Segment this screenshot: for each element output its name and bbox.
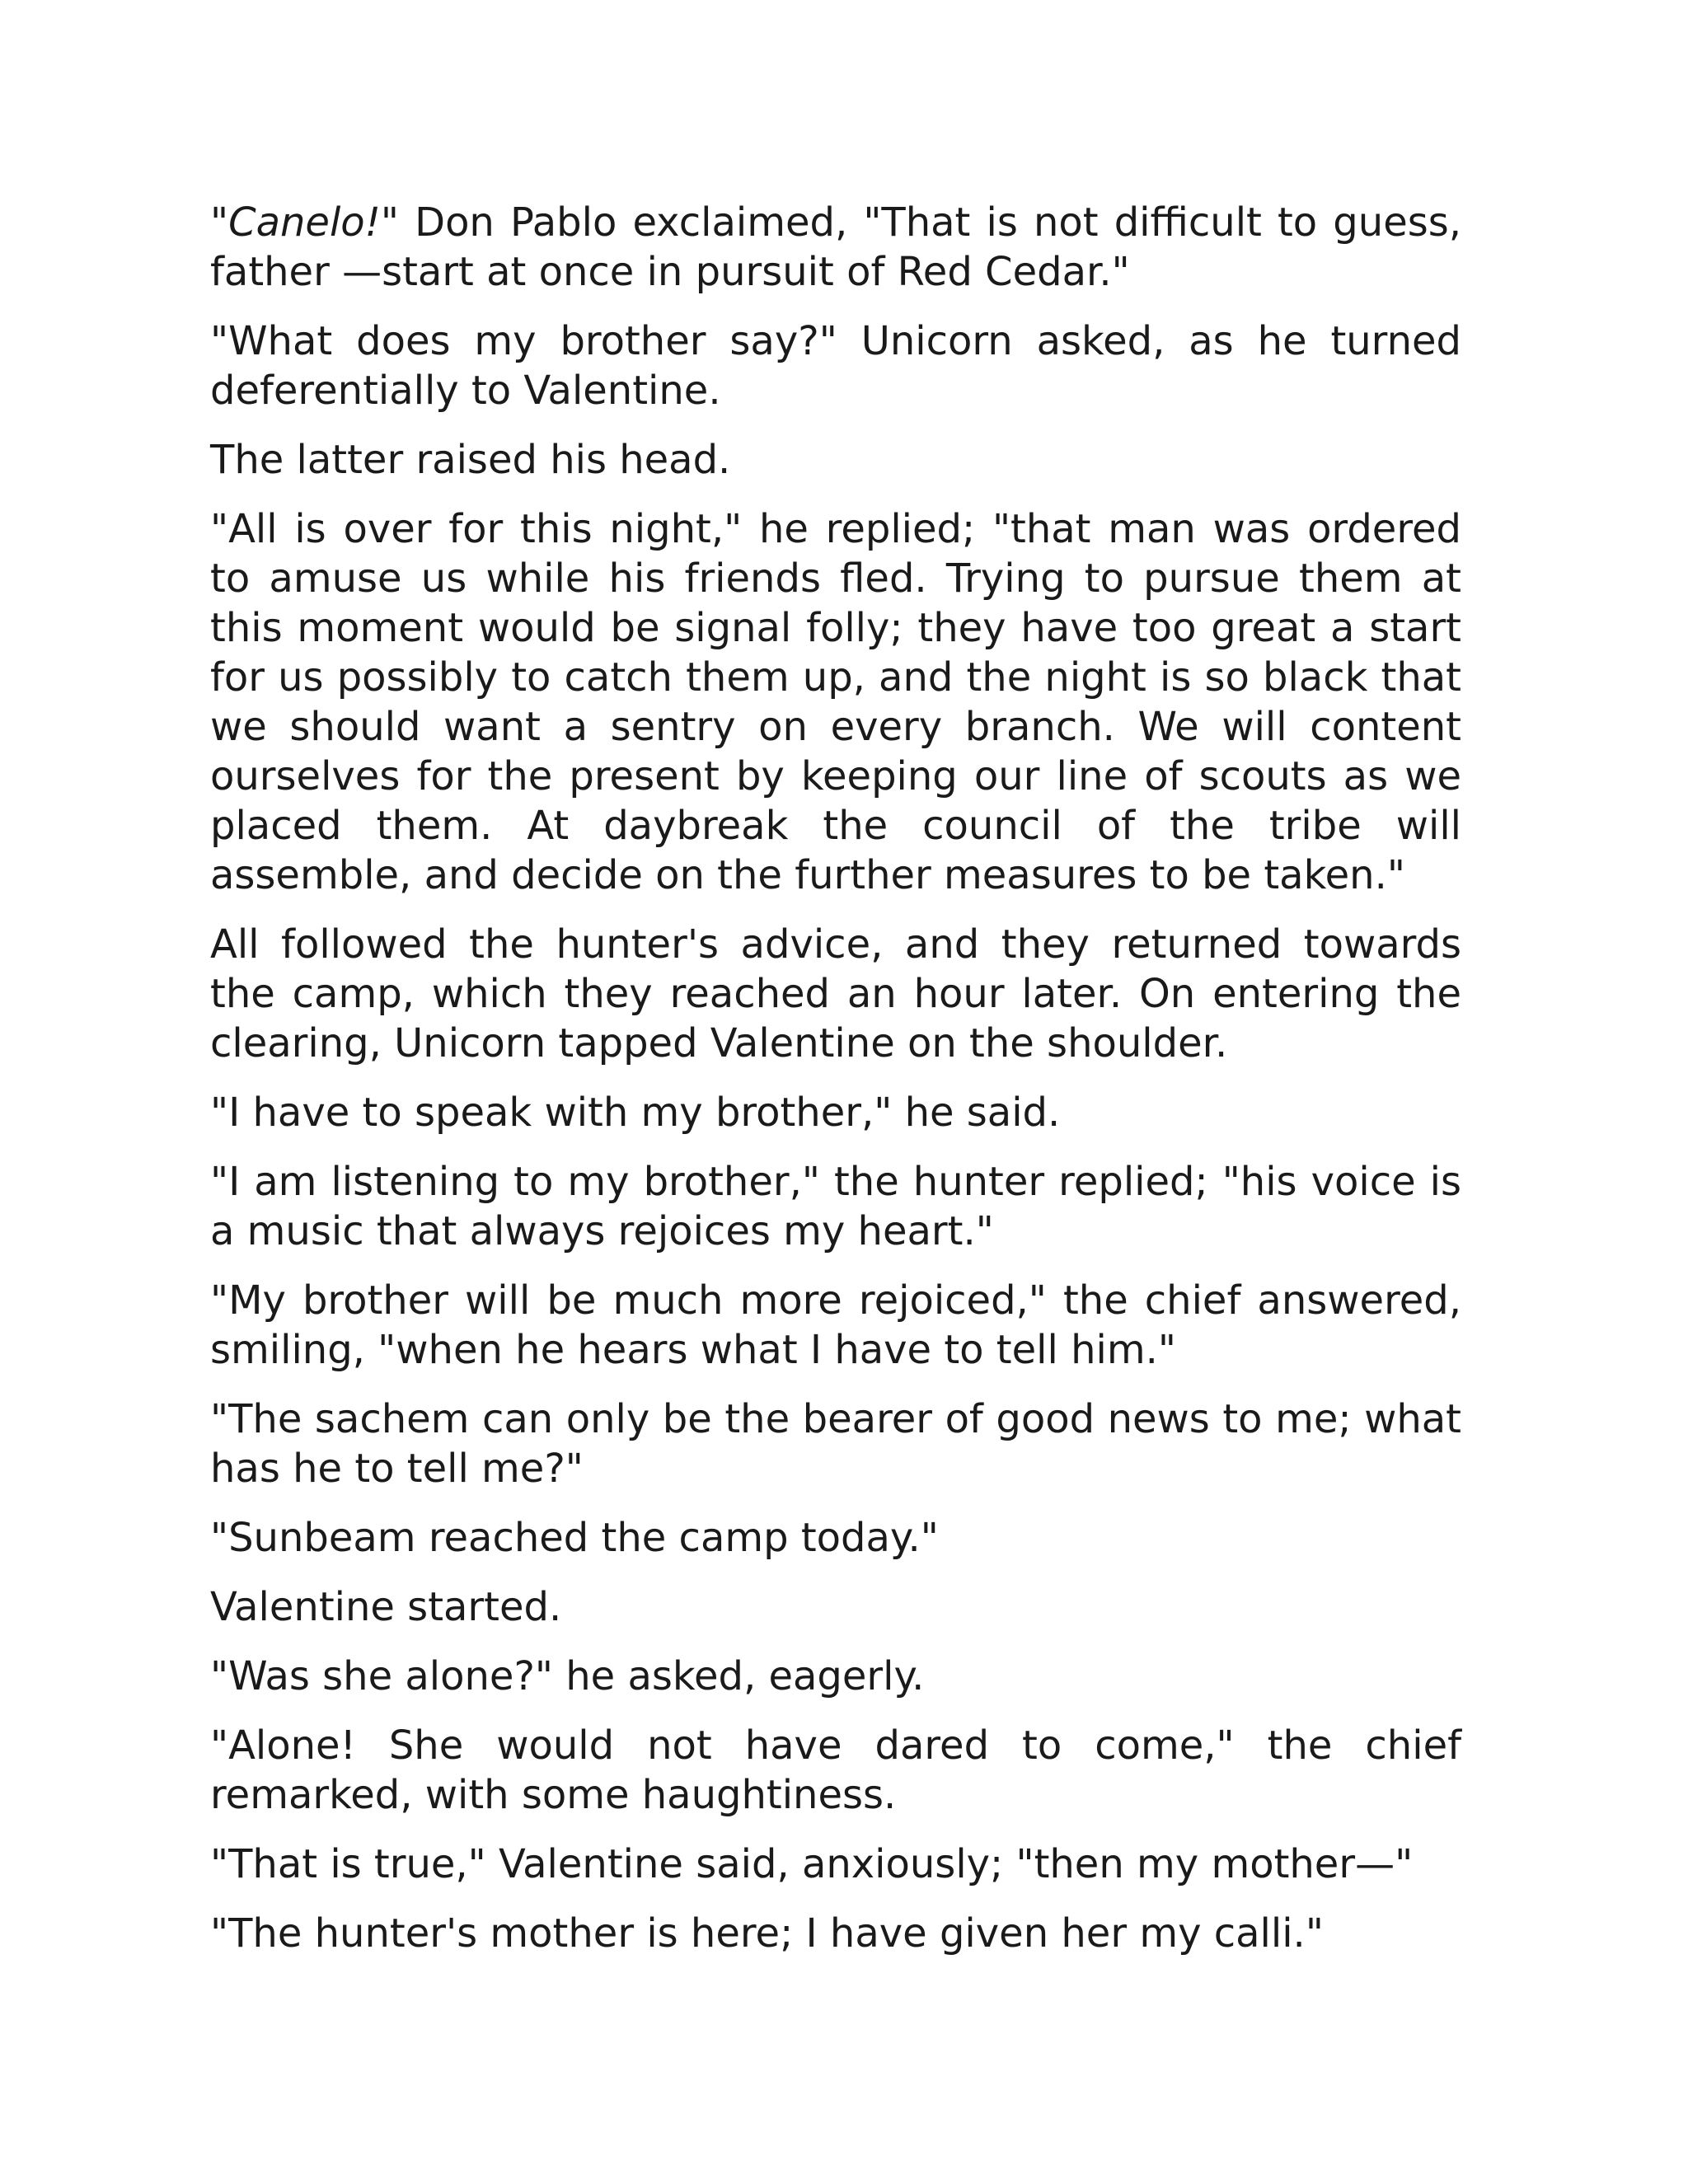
paragraph-9: "The sachem can only be the bearer of good news to me; what has he to tell me?": [210, 1396, 1461, 1492]
paragraph-4: "All is over for this night," he replied; "that man was ordered to amuse us while his friends fled. Trying to pursue them at this moment would be signal folly; they have too great a start for us possibly to catch them up, and the night is so black that we should want a sentry on every branch. We will content ourselves for the present by keeping our line of scouts as we placed them. At daybreak the council of the tribe will assemble, and decide on the further measures to be taken.": [210, 506, 1461, 898]
paragraph-8: "My brother will be much more rejoiced," the chief answered, smiling, "when he hears what I have to tell him.": [210, 1277, 1461, 1373]
paragraph-12: "Was she alone?" he asked, eagerly.: [210, 1653, 925, 1699]
paragraph-1: [210, 198, 1461, 297]
quote-open: ": [210, 199, 229, 246]
paragraph-3: The latter raised his head.: [210, 437, 731, 483]
paragraph-13: "Alone! She would not have dared to come," the chief remarked, with some haughtiness.: [210, 1722, 1461, 1818]
paragraph-10: "Sunbeam reached the camp today.": [210, 1515, 939, 1561]
paragraph-6: "I have to speak with my brother," he said.: [210, 1090, 1061, 1136]
paragraph-2: "What does my brother say?" Unicorn asked, as he turned deferentially to Valentine.: [210, 318, 1461, 414]
paragraph-7: "I am listening to my brother," the hunter replied; "his voice is a music that always rejoices my heart.": [210, 1159, 1461, 1254]
paragraph-11: Valentine started.: [210, 1584, 562, 1630]
paragraph-5: All followed the hunter's advice, and they returned towards the camp, which they reached an hour later. On entering the clearing, Unicorn tapped Valentine on the shoulder.: [210, 921, 1461, 1066]
paragraph-1-rest: " Don Pablo exclaimed, "That is not difficult to guess, father —start at once in pursuit of Red Cedar.": [210, 199, 1461, 295]
paragraph-14: "That is true," Valentine said, anxiously; "then my mother—": [210, 1841, 1414, 1887]
document-body: [210, 198, 1461, 1978]
italic-word-canelo: Canelo!: [228, 199, 381, 246]
paragraph-15: "The hunter's mother is here; I have given her my calli.": [210, 1910, 1324, 1957]
